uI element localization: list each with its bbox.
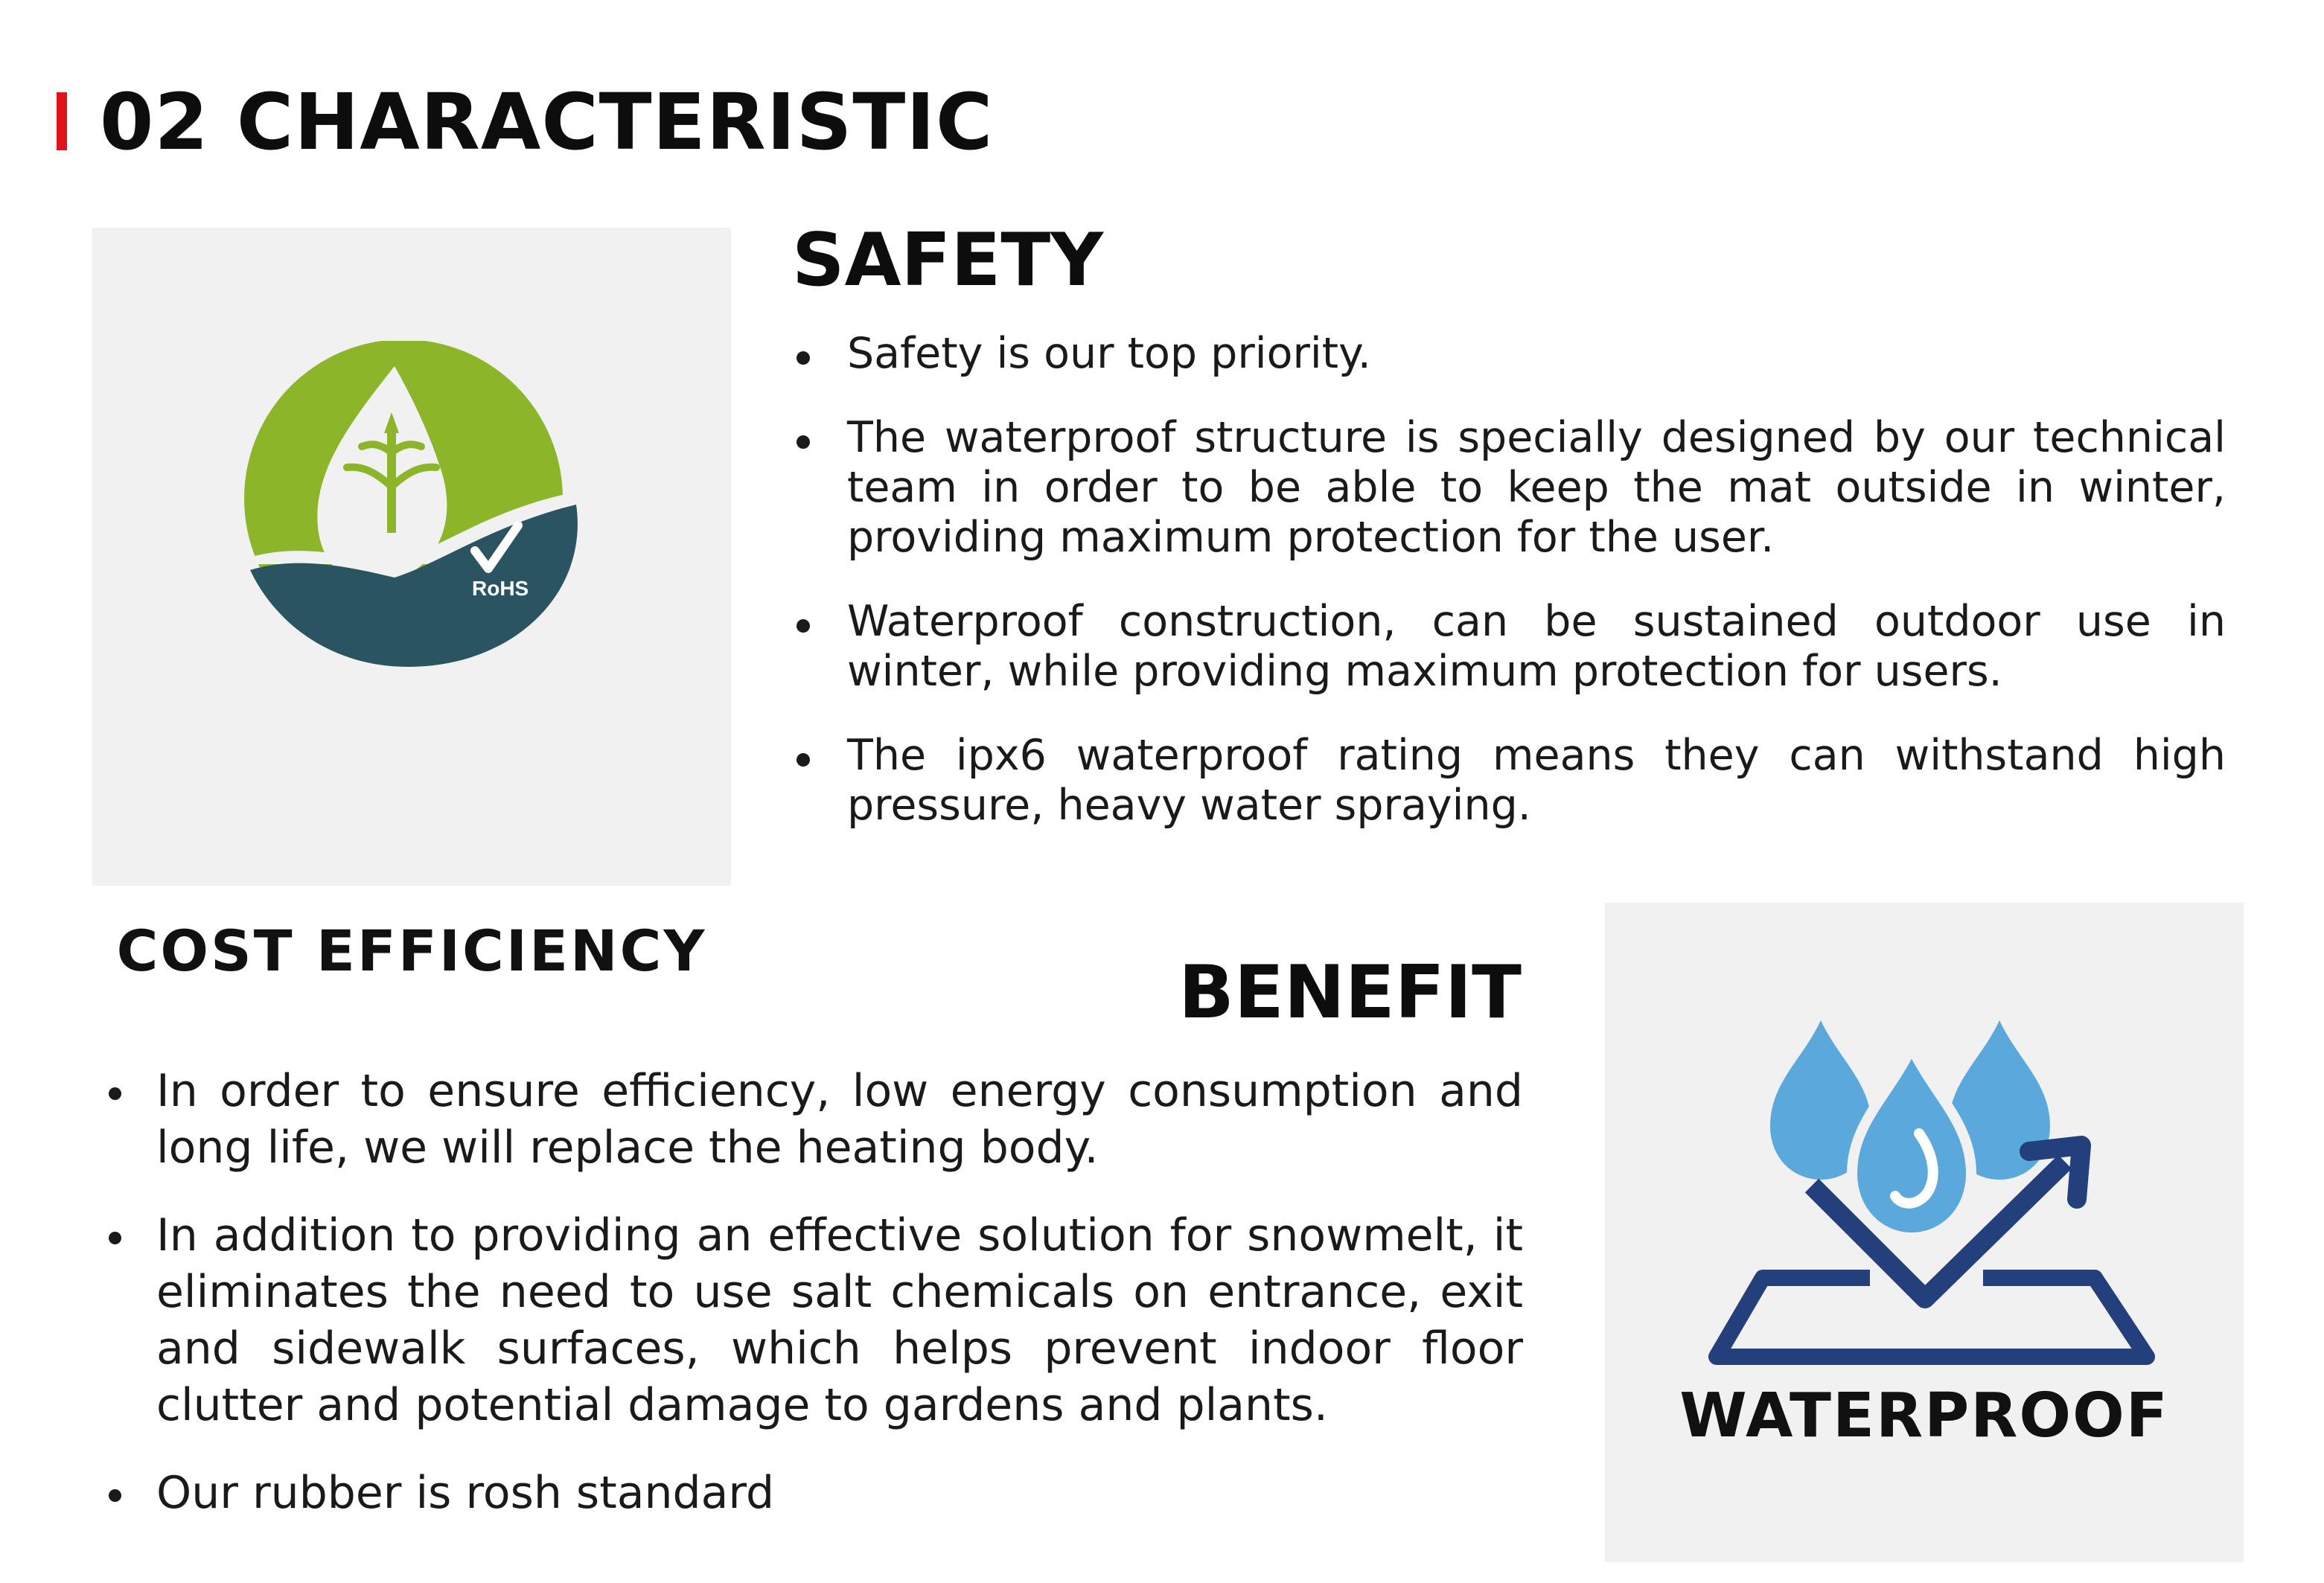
title-accent-bar <box>57 92 67 150</box>
safety-item: The ipx6 waterproof rating means they can withstand high pressure, heavy water spraying. <box>792 731 2226 831</box>
benefit-list <box>104 1063 1523 1552</box>
waterproof-label: WATERPROOF <box>1679 1381 2169 1451</box>
safety-item: The waterproof structure is specially designed by our technical team in order to be able to keep the mat outside in winter, providing maximum protection for the user. <box>792 413 2226 563</box>
benefit-item: Our rubber is rosh standard <box>104 1465 1523 1521</box>
benefit-item: In addition to providing an effective solution for snowmelt, it eliminates the need to use salt chemicals on entrance, exit and sidewalk surfaces, which helps prevent indoor floor clutter and potential damage to gardens and plants. <box>104 1207 1523 1433</box>
benefit-item: In order to ensure efficiency, low energy consumption and long life, we will replace the heating body. <box>104 1063 1523 1176</box>
waterproof-card <box>1605 903 2244 1562</box>
page-title: 02 CHARACTERISTIC <box>100 77 994 167</box>
safety-item: Waterproof construction, can be sustained outdoor use in winter, while providing maximum protection for users. <box>792 597 2226 697</box>
benefit-heading: BENEFIT <box>1178 950 1522 1035</box>
cost-efficiency-label: COST EFFICIENCY <box>116 918 707 984</box>
safety-item: Safety is our top priority. <box>792 329 2226 379</box>
rohs-leaf-hand-icon <box>238 341 581 668</box>
water-drops-arrow-icon <box>1702 1014 2163 1372</box>
safety-heading: SAFETY <box>792 218 1104 303</box>
safety-list <box>792 329 2226 865</box>
cost-efficiency-card <box>92 228 731 984</box>
rohs-badge-text: RoHS <box>472 577 529 600</box>
